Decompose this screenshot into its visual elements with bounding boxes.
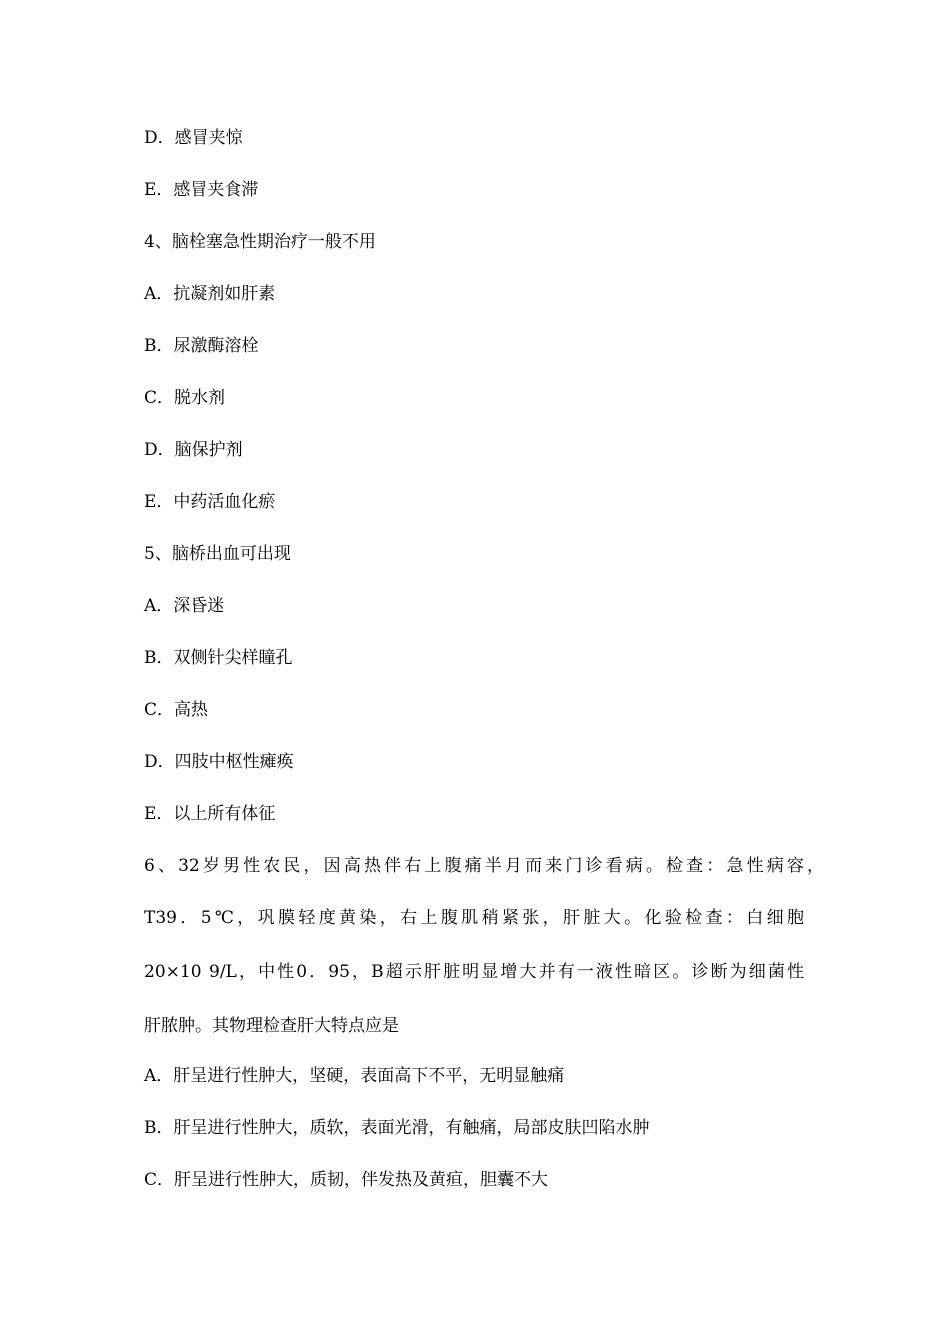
question-line: 5、脑桥出血可出现 bbox=[144, 544, 291, 564]
option-line: B．尿激酶溶栓 bbox=[144, 336, 259, 356]
option-line: A．深昏迷 bbox=[144, 596, 225, 616]
question-line: 4、脑栓塞急性期治疗一般不用 bbox=[144, 232, 376, 252]
option-line: A．肝呈进行性肿大，坚硬，表面高下不平，无明显触痛 bbox=[144, 1066, 565, 1086]
option-line: C．高热 bbox=[144, 700, 209, 720]
option-line: A．抗凝剂如肝素 bbox=[144, 284, 276, 304]
option-line: C．脱水剂 bbox=[144, 388, 226, 408]
question-line: T39．5℃，巩膜轻度黄染，右上腹肌稍紧张，肝脏大。化验检查：白细胞 bbox=[144, 908, 804, 928]
question-line: 6、32岁男性农民，因高热伴右上腹痛半月而来门诊看病。检查：急性病容， bbox=[144, 856, 824, 876]
question-line: 肝脓肿。其物理检查肝大特点应是 bbox=[144, 1016, 399, 1036]
question-line: 20×10 9/L，中性0．95，B超示肝脏明显增大并有一液性暗区。诊断为细菌性 bbox=[144, 962, 804, 982]
option-line: D．感冒夹惊 bbox=[144, 128, 243, 148]
option-line: D．脑保护剂 bbox=[144, 440, 243, 460]
option-line: C．肝呈进行性肿大，质韧，伴发热及黄疸，胆囊不大 bbox=[144, 1170, 549, 1190]
option-line: D．四肢中枢性瘫痪 bbox=[144, 752, 294, 772]
option-line: E．感冒夹食滞 bbox=[144, 180, 259, 200]
option-line: B．肝呈进行性肿大，质软，表面光滑，有触痛，局部皮肤凹陷水肿 bbox=[144, 1118, 650, 1138]
option-line: E．以上所有体征 bbox=[144, 804, 276, 824]
option-line: E．中药活血化瘀 bbox=[144, 492, 276, 512]
option-line: B．双侧针尖样瞳孔 bbox=[144, 648, 293, 668]
